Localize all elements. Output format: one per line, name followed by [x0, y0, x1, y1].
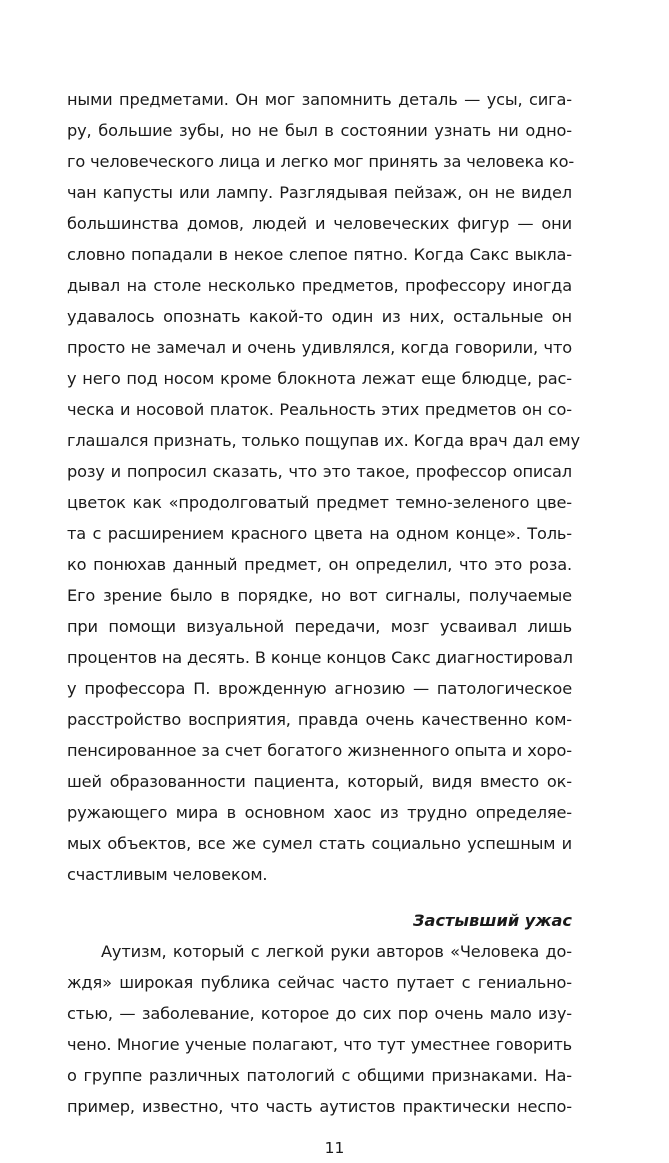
text-line: о группе различных патологий с общими признаками. На- [67, 1066, 572, 1085]
text-line: ждя» широкая публика сейчас часто путает с гениально- [67, 973, 572, 992]
text-line: процентов на десять. В конце концов Сакс диагностировал [67, 648, 573, 667]
text-line: ческа и носовой платок. Реальность этих предметов он со- [67, 400, 572, 419]
text-line: удавалось опознать какой-то один из них, остальные он [67, 307, 572, 326]
text-line: го человеческого лица и легко мог принять за человека ко- [67, 152, 575, 171]
page-number: 11 [324, 1139, 345, 1157]
text-line: при помощи визуальной передачи, мозг усваивал лишь [67, 617, 572, 636]
text-line: та с расширением красного цвета на одном конце». Толь- [67, 524, 572, 543]
text-line: пример, известно, что часть аутистов практически неспо- [67, 1097, 572, 1116]
text-line: ружающего мира в основном хаос из трудно определяе- [67, 803, 572, 822]
text-line: ру, большие зубы, но не был в состоянии узнать ни одно- [67, 121, 572, 140]
text-line: чан капусты или лампу. Разглядывая пейзаж, он не видел [67, 183, 572, 202]
section-heading: Застывший ужас [413, 911, 572, 930]
text-line: стью, — заболевание, которое до сих пор очень мало изу- [67, 1004, 572, 1023]
text-line: розу и попросил сказать, что это такое, профессор описал [67, 462, 572, 481]
text-line: расстройство восприятия, правда очень качественно ком- [67, 710, 572, 729]
text-line: глашался признать, только пощупав их. Когда врач дал ему [67, 431, 580, 450]
text-line: дывал на столе несколько предметов, профессору иногда [67, 276, 572, 295]
text-line: у профессора П. врожденную агнозию — патологическое [67, 679, 572, 698]
text-line: Его зрение было в порядке, но вот сигналы, получаемые [67, 586, 572, 605]
text-line: шей образованности пациента, который, видя вместо ок- [67, 772, 572, 791]
text-line: цветок как «продолговатый предмет темно-зеленого цве- [67, 493, 572, 512]
text-line: большинства домов, людей и человеческих фигур — они [67, 214, 572, 233]
text-line: у него под носом кроме блокнота лежат еще блюдце, рас- [67, 369, 572, 388]
text-line: чено. Многие ученые полагают, что тут уместнее говорить [67, 1035, 572, 1054]
text-line: Аутизм, который с легкой руки авторов «Человека до- [101, 942, 572, 961]
text-line: мых объектов, все же сумел стать социально успешным и [67, 834, 572, 853]
text-line: просто не замечал и очень удивлялся, когда говорили, что [67, 338, 572, 357]
text-line: ными предметами. Он мог запомнить деталь — усы, сига- [67, 90, 572, 109]
text-line: словно попадали в некое слепое пятно. Когда Сакс выкла- [67, 245, 572, 264]
text-line: ко понюхав данный предмет, он определил, что это роза. [67, 555, 572, 574]
text-line: счастливым человеком. [67, 865, 268, 884]
text-line: пенсированное за счет богатого жизненного опыта и хоро- [67, 741, 572, 760]
